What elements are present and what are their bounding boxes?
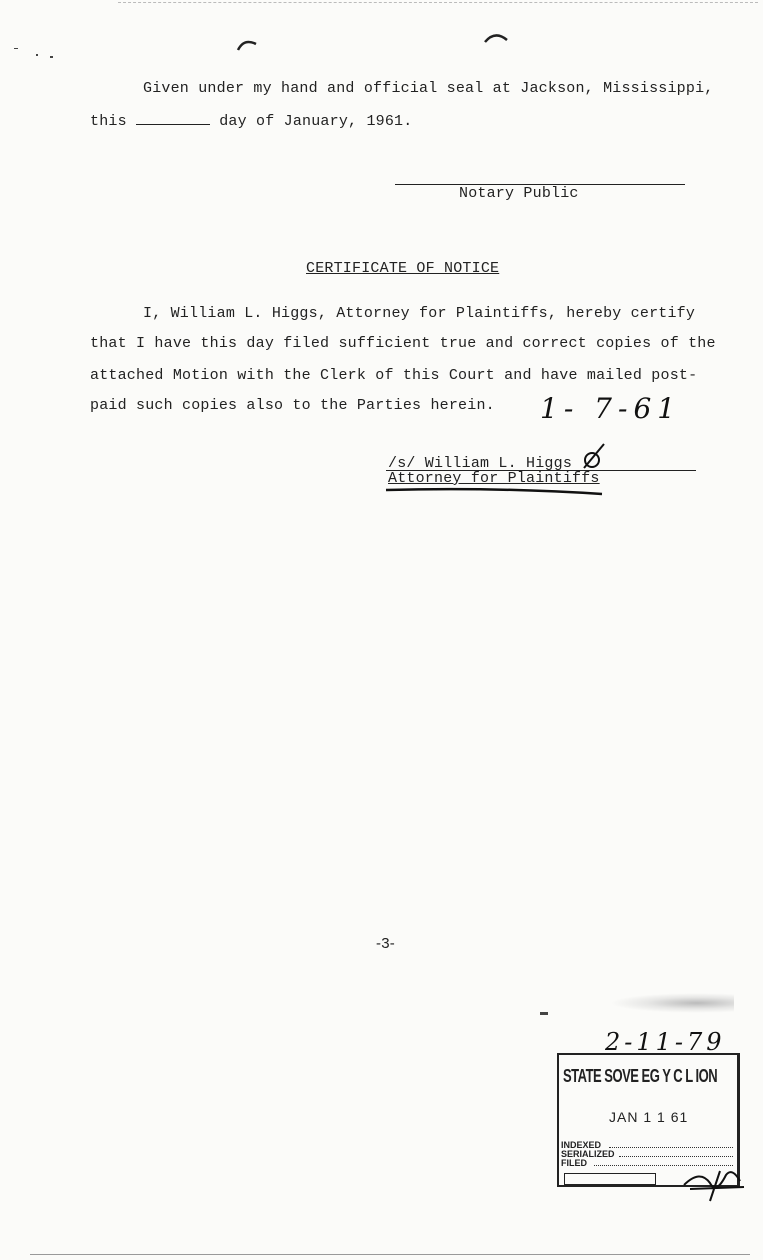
speck (540, 1012, 548, 1015)
certificate-line-4: paid such copies also to the Parties herein. (90, 397, 495, 414)
stamp-row-indexed: INDEXED (561, 1140, 602, 1150)
punch-mark-left (236, 36, 260, 52)
stamp-dots (609, 1147, 733, 1148)
speck (36, 54, 38, 56)
stamp-row-filed: FILED (561, 1158, 587, 1168)
stamp-date: JAN 1 1 61 (609, 1109, 689, 1125)
notary-signature-label: Notary Public (459, 185, 579, 202)
certificate-line-3: attached Motion with the Clerk of this Court and have mailed post- (90, 367, 698, 384)
punch-mark-right (483, 30, 509, 46)
attorney-title: Attorney for Plaintiffs (388, 470, 600, 487)
stamp-scribble (680, 1165, 750, 1205)
notary-line-2-end: day of January, 1961. (219, 113, 413, 130)
speck (50, 56, 53, 58)
bottom-edge-line (30, 1254, 750, 1255)
top-edge-line (118, 2, 758, 3)
stamp-title: STATE SOVE EG Y C L ION (563, 1065, 718, 1086)
certificate-heading: CERTIFICATE OF NOTICE (306, 260, 500, 277)
attorney-signature: /s/ William L. Higgs (388, 455, 573, 472)
notary-line-2-start: this (90, 113, 127, 130)
stamp-handwritten-number: 2-11-79 (605, 1028, 726, 1056)
handwritten-underline (384, 486, 606, 498)
day-blank (136, 112, 210, 125)
stamp-box (564, 1173, 656, 1185)
notary-line-1: Given under my hand and official seal at Jackson, Mississippi, (143, 80, 714, 97)
certificate-line-2: that I have this day filed sufficient true and correct copies of the (90, 335, 716, 352)
stamp-row-serialized: SERIALIZED (561, 1149, 615, 1159)
stamp-dots (619, 1156, 733, 1157)
notary-line-2 (90, 112, 412, 130)
speck (14, 48, 18, 49)
page-number: -3- (376, 935, 395, 952)
certificate-line-1: I, William L. Higgs, Attorney for Plaintiffs, hereby certify (143, 305, 696, 322)
initial-mark (580, 442, 608, 472)
smudge (610, 993, 734, 1013)
handwritten-date: 1- 7-61 (540, 392, 682, 425)
